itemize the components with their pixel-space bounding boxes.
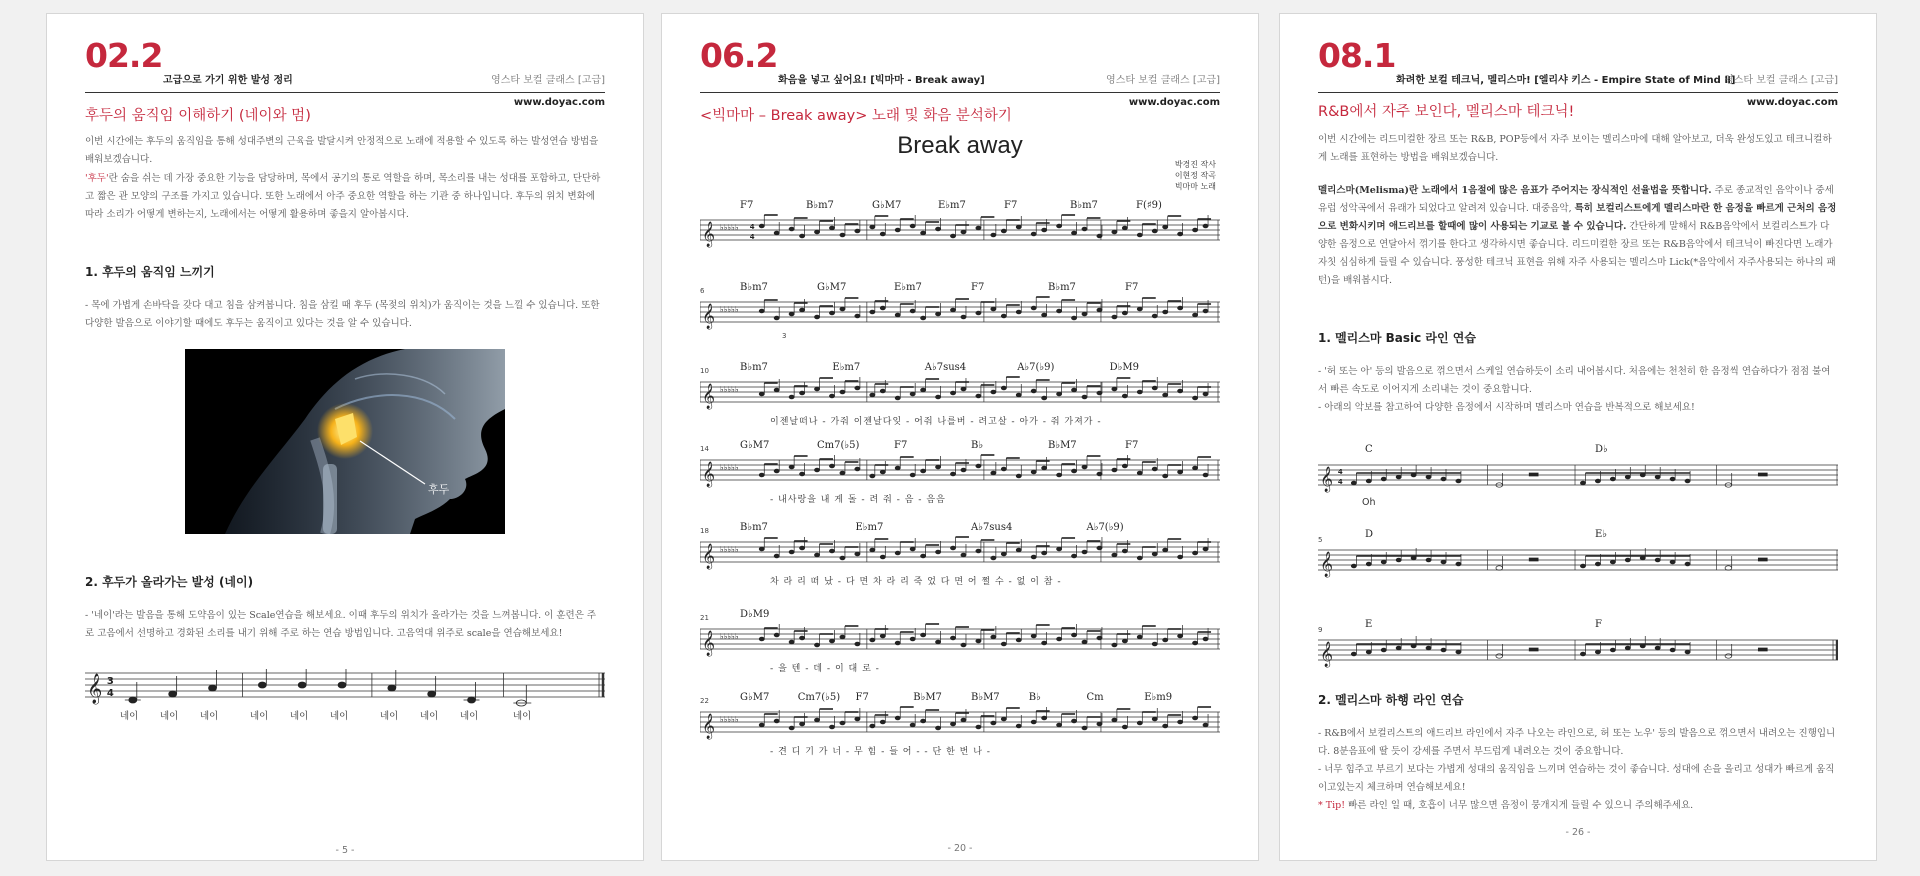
- chord-symbol: B♭m7: [1048, 282, 1076, 293]
- measure-number: 14: [700, 445, 709, 453]
- chord-symbol: F7: [855, 692, 869, 703]
- svg-text:𝄞: 𝄞: [701, 630, 715, 657]
- scale-lyric: 네이: [290, 711, 309, 722]
- measure-number: 5: [1318, 536, 1323, 544]
- chord-symbol: F7: [1125, 440, 1139, 451]
- chord-symbol: E♭m7: [832, 362, 861, 373]
- lyrics-line: - 을 텐 - 데 - 이 대 로 -: [770, 664, 880, 674]
- measure-number: 10: [700, 367, 709, 375]
- lyrics-line: - 내사랑을 내 게 돌 - 려 줘 - 음 - 음음: [770, 495, 946, 505]
- svg-text:♭♭♭♭♭: ♭♭♭♭♭: [719, 384, 739, 395]
- lyrics-line: 이젠날떠나 - 가줘 이젠날다잊 - 어줘 나를버 - 려고살 - 아가 - 줘 가져가 -: [770, 417, 1102, 427]
- chord-symbol: A♭7sus4: [971, 522, 1013, 533]
- chord-symbol: Cm7(♭5): [797, 692, 841, 703]
- svg-text:𝄞: 𝄞: [701, 221, 715, 248]
- scale-lyric: 네이: [120, 711, 139, 722]
- subheading-2: 2. 멜리스마 하행 라인 연습: [1318, 693, 1464, 707]
- svg-text:𝄞: 𝄞: [701, 543, 715, 570]
- chord-symbol: F7: [1125, 282, 1139, 293]
- music-staff: [1318, 544, 1838, 580]
- subheading-2-text: - '네이'라는 발음을 통해 도약음이 있는 Scale연습을 해보세요. 이때 후두의 위치가 올라가는 것을 느껴봅니다. 이 훈련은 주로 고음에서 선명하고 경화된 소리를 내기 위해 주로 하는 연습 방법입니다. 고음역대 위주로 scale을 연습해보세요!: [85, 610, 597, 639]
- chord-symbol: F7: [894, 440, 908, 451]
- subheading-1: 1. 후두의 움직임 느끼기: [85, 265, 215, 279]
- chapter-number: 02.2: [85, 36, 163, 75]
- subheading-2: 2. 후두가 올라가는 발성 (네이): [85, 575, 254, 589]
- svg-text:𝄞: 𝄞: [701, 383, 715, 410]
- song-credits: [1175, 159, 1216, 192]
- document-page: [46, 13, 644, 861]
- chord-symbol: E♭m7: [938, 200, 966, 211]
- chord-symbol: F7: [971, 282, 985, 293]
- chapter-title: 화려한 보컬 테크닉, 멜리스마! [엘리샤 키스 - Empire State of Mind Ⅱ]: [1396, 75, 1736, 86]
- singer-credit: 빅마마 노래: [1174, 182, 1216, 191]
- chord-symbol: B♭: [1028, 692, 1041, 703]
- scale-lyric: 네이: [160, 711, 179, 722]
- intro-paragraph: 이번 시간에는 후두의 움직임을 통해 성대주변의 근육을 발달시켜 안정적으로 노래에 적용할 수 있도록 하는 발성연습 방법을 배워보겠습니다.: [85, 136, 599, 165]
- subheading-2-text: - R&B에서 보컬리스트의 애드리브 라인에서 자주 나오는 라인으로, 허 또는 노우' 등의 발음으로 꺾으면서 내려오는 진행입니다. 8분음표에 딸 듯이 강세를 주면서 부드럽게 내려오는 것이 중요합니다. - 너무 힘주고 부르기 보다는 가볍게 성대의 움직임을 느끼며 연습하는 것이 좋습니다. 성대에 손을 올리고 성대가 빠르게 움직이고있는지 체크하며 연습해보세요! * Tip! 빠른 라인 일 때, 호흡이 너무 많으면 음정이 뭉개지게 들릴 수 있으니 주의해주세요.: [1318, 728, 1836, 811]
- scale-staff: [85, 669, 605, 709]
- composer-credit: 이현정 작곡: [1174, 171, 1216, 180]
- scale-lyric: 네이: [460, 711, 479, 722]
- chord-symbol: B♭m7: [740, 362, 768, 373]
- scale-lyric: 네이: [513, 711, 532, 722]
- chord-symbol: D♭: [1595, 444, 1608, 455]
- music-staff: [700, 296, 1220, 332]
- lyricist-credit: 박경진 작사: [1174, 160, 1216, 169]
- page-header: [700, 36, 1220, 108]
- music-staff: [700, 376, 1220, 412]
- svg-text:♭♭♭♭♭: ♭♭♭♭♭: [719, 544, 739, 555]
- chord-symbol: E♭m9: [1144, 692, 1173, 703]
- site-url: www.doyac.com: [1128, 97, 1220, 108]
- chord-symbol: B♭M7: [913, 692, 942, 703]
- music-staff: [700, 623, 1220, 659]
- chord-symbol: D♭M9: [740, 609, 770, 620]
- chord-symbol: F7: [740, 200, 754, 211]
- class-label: 영스타 보컬 클래스 [고급]: [1724, 75, 1838, 86]
- document-page: [661, 13, 1259, 861]
- scale-lyric: 네이: [250, 711, 269, 722]
- definition-paragraph: 멜리스마(Melisma)란 노래에서 1음절에 많은 음표가 주어지는 장식적인 선율법을 뜻합니다. 주로 종교적인 음악이나 중세유럽 성악곡에서 유래가 되었다고 알려져 있습니다. 대중음악, 특히 보컬리스트에게 멜리스마란 한 음정을 빠르게 근처의 음정으로 변화시키며 애드리브를 할때에 많이 사용되는 기교로 볼 수 있습니다. 간단하게 말해서 R&B음악에서 보컬리스트가 다양한 음정으로 연달아서 꺾기를 한다고 생각하시면 좋습니다. 리드미컬한 장르 또는 R&B음악에서 테크닉이 빠진다면 노래가 자칫 심심하게 들릴 수 있습니다. 풍성한 테크닉 표현을 위해 자주 사용되는 멜리스마 Lick(*음악에서 자주사용되는 하나의 패턴)을 배워봅시다.: [1318, 185, 1837, 286]
- header-rule: [1318, 92, 1838, 93]
- chapter-title: 화음을 넣고 싶어요! [빅마마 - Break away]: [778, 75, 985, 86]
- chord-symbol: Cm: [1086, 692, 1104, 703]
- svg-text:4: 4: [106, 687, 114, 700]
- page-number: - 5 -: [335, 845, 355, 856]
- site-url: www.doyac.com: [513, 97, 605, 108]
- document-page: [1279, 13, 1877, 861]
- larynx-illustration: [185, 349, 505, 534]
- header-rule: [85, 92, 605, 93]
- svg-text:𝄞: 𝄞: [701, 461, 715, 488]
- music-staff: [700, 214, 1220, 250]
- page-number: - 20 -: [947, 843, 973, 854]
- lyrics-line: - 견 디 기 가 너 - 무 힘 - 들 어 - - 단 한 번 나 -: [770, 747, 992, 757]
- svg-text:♭♭♭♭♭: ♭♭♭♭♭: [719, 222, 739, 233]
- measure-number: 22: [700, 697, 709, 705]
- svg-text:♭♭♭♭♭: ♭♭♭♭♭: [719, 631, 739, 642]
- chord-symbol: E♭: [1595, 529, 1608, 540]
- exercise-lyric: Oh: [1362, 497, 1376, 508]
- svg-text:𝄞: 𝄞: [1319, 466, 1333, 493]
- lyrics-line: 차 라 리 떠 났 - 다 면 차 라 리 죽 었 다 면 어 쩔 수 - 없 이 참 -: [770, 577, 1062, 587]
- chord-symbol: B♭m7: [806, 200, 834, 211]
- definition-paragraph: '후두'란 숨을 쉬는 데 가장 중요한 기능을 담당하며, 목에서 공기의 통로 역할을 하며, 목소리를 내는 성대를 포함하고, 단단하고 짧은 관 모양의 구조를 가지고 있습니다. 또한 노래에서 아주 중요한 역할을 하는 기관 중 하나입니다. 후두의 위치 변화에 따라 소리가 어떻게 변하는지, 노래에서는 어떻게 활용하며 좋을지 알아봅시다.: [85, 173, 601, 220]
- section-title: 후두의 움직임 이해하기 (네이와 멈): [85, 108, 311, 124]
- chord-symbol: B♭m7: [1070, 200, 1098, 211]
- page-header: [1318, 36, 1838, 108]
- site-url: www.doyac.com: [1746, 97, 1838, 108]
- chord-symbol: C: [1365, 444, 1373, 455]
- svg-text:4: 4: [1337, 477, 1343, 487]
- chord-symbol: D: [1365, 529, 1374, 540]
- svg-text:𝄞: 𝄞: [1319, 551, 1333, 578]
- chord-symbol: F: [1595, 619, 1602, 630]
- svg-text:♭♭♭♭♭: ♭♭♭♭♭: [719, 304, 739, 315]
- page-number: - 26 -: [1565, 827, 1591, 838]
- svg-text:𝄞: 𝄞: [86, 673, 103, 705]
- measure-number: 9: [1318, 626, 1323, 634]
- scale-lyric: 네이: [420, 711, 439, 722]
- svg-text:4: 4: [749, 222, 755, 232]
- chord-symbol: A♭7sus4: [924, 362, 967, 373]
- song-title: Break away: [897, 132, 1023, 159]
- svg-text:3: 3: [106, 675, 114, 688]
- chord-symbol: A♭7(♭9): [1086, 522, 1124, 533]
- subheading-1-text: - 목에 가볍게 손바닥을 갖다 대고 침을 삼켜봅니다. 침을 삼킬 때 후두 (목젖의 위치)가 움직이는 것을 느낄 수 있습니다. 또한 다양한 발음으로 이야기할 때에도 후두는 움직이고 있다는 것을 알 수 있습니다.: [85, 300, 600, 329]
- chord-symbol: B♭: [971, 440, 984, 451]
- class-label: 영스타 보컬 클래스 [고급]: [1106, 75, 1220, 86]
- chord-symbol: G♭M7: [872, 200, 902, 211]
- chord-symbol: B♭M7: [1048, 440, 1077, 451]
- chord-symbol: G♭M7: [817, 282, 847, 293]
- measure-number: 18: [700, 527, 709, 535]
- chord-symbol: E♭m7: [894, 282, 922, 293]
- scale-lyric: 네이: [200, 711, 219, 722]
- chord-symbol: F(♯9): [1136, 200, 1162, 211]
- larynx-label: 후두: [428, 483, 450, 496]
- chapter-number: 06.2: [700, 36, 778, 75]
- subheading-1: 1. 멜리스마 Basic 라인 연습: [1318, 331, 1476, 345]
- chord-symbol: E: [1365, 619, 1373, 630]
- intro-paragraph: 이번 시간에는 리드미컬한 장르 또는 R&B, POP등에서 자주 보이는 멜리스마에 대해 알아보고, 더욱 완성도있고 테크니컬하게 노래를 표현하는 방법을 배워보겠습니다.: [1318, 134, 1832, 163]
- svg-text:♭♭♭♭♭: ♭♭♭♭♭: [719, 714, 739, 725]
- scale-lyric: 네이: [330, 711, 349, 722]
- chapter-title: 고급으로 가기 위한 발성 정리: [163, 75, 293, 86]
- measure-number: 6: [700, 287, 705, 295]
- tip-label: * Tip!: [1318, 800, 1346, 811]
- scale-lyric: 네이: [380, 711, 399, 722]
- chord-symbol: B♭m7: [740, 522, 768, 533]
- triplet-mark: 3: [782, 332, 787, 340]
- class-label: 영스타 보컬 클래스 [고급]: [491, 75, 605, 86]
- chord-symbol: B♭M7: [971, 692, 1000, 703]
- svg-text:𝄞: 𝄞: [701, 303, 715, 330]
- music-staff: [1318, 634, 1838, 670]
- measure-number: 21: [700, 614, 709, 622]
- music-staff: [700, 454, 1220, 490]
- music-staff: [700, 706, 1220, 742]
- chord-symbol: F7: [1004, 200, 1018, 211]
- chord-symbol: G♭M7: [740, 440, 770, 451]
- page-header: [85, 36, 605, 108]
- music-staff: [700, 536, 1220, 572]
- chord-symbol: B♭m7: [740, 282, 768, 293]
- section-title: R&B에서 자주 보인다, 멜리스마 테크닉!: [1318, 104, 1575, 120]
- definition-term: '후두': [85, 173, 109, 184]
- chord-symbol: A♭7(♭9): [1017, 362, 1055, 373]
- chord-symbol: D♭M9: [1109, 362, 1139, 373]
- header-rule: [700, 92, 1220, 93]
- svg-text:𝄞: 𝄞: [701, 713, 715, 740]
- svg-text:♭♭♭♭♭: ♭♭♭♭♭: [719, 462, 739, 473]
- chapter-number: 08.1: [1318, 36, 1396, 75]
- subheading-1-text: - '허 또는 아' 등의 발음으로 꺾으면서 스케일 연습하듯이 소리 내어봅시다. 처음에는 천천히 한 음정씩 연습하다가 점점 불여서 빠른 속도로 이어지게 소리내는 것이 중요합니다. - 아래의 악보를 참고하여 다양한 음정에서 시작하며 멜리스마 연습을 반복적으로 해보세요!: [1318, 366, 1831, 413]
- svg-text:𝄞: 𝄞: [1319, 641, 1333, 668]
- chord-symbol: G♭M7: [740, 692, 770, 703]
- svg-text:4: 4: [749, 232, 755, 242]
- chord-symbol: Cm7(♭5): [817, 440, 860, 451]
- svg-text:4: 4: [1337, 467, 1343, 477]
- music-staff: [1318, 459, 1838, 495]
- chord-symbol: E♭m7: [855, 522, 884, 533]
- section-title: <빅마마 – Break away> 노래 및 화음 분석하기: [700, 108, 1012, 124]
